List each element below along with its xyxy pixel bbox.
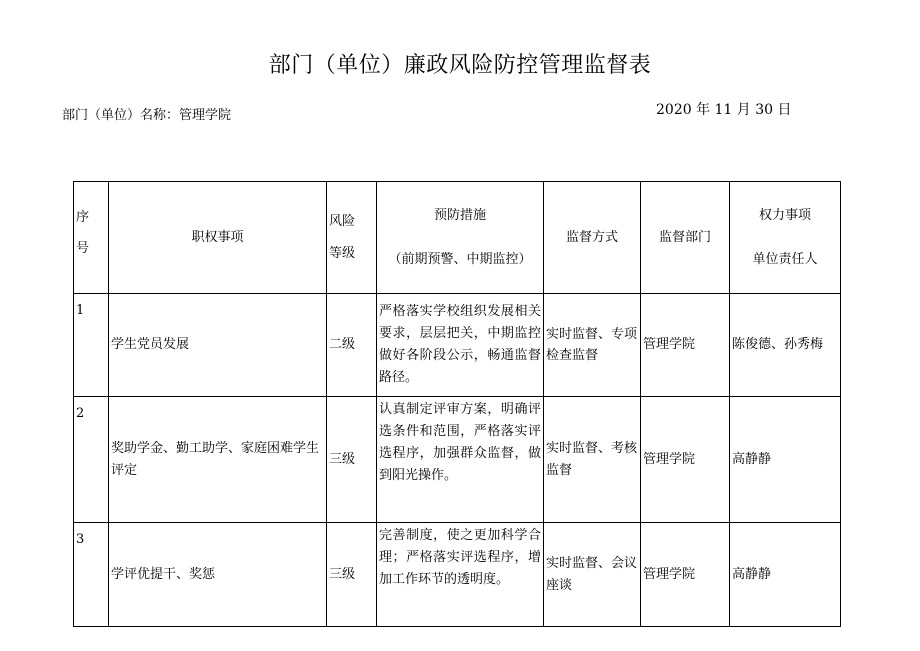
cell-method: 实时监督、专项检查监督 <box>544 294 641 397</box>
cell-dept: 管理学院 <box>641 523 730 627</box>
cell-measure: 认真制定评审方案，明确评选条件和范围，严格落实评选程序，加强群众监督，做到阳光操作。 <box>377 397 544 523</box>
header-owner-line1: 权力事项 <box>758 208 811 224</box>
header-measure <box>377 182 544 294</box>
header-owner <box>730 182 841 294</box>
unit-name-label: 部门（单位）名称：管理学院 <box>62 108 232 123</box>
header-method: 监督方式 <box>544 182 641 294</box>
header-risk-line1: 风险 <box>329 214 356 230</box>
cell-seq: 3 <box>74 523 109 627</box>
table-row <box>74 397 841 523</box>
table-row <box>74 294 841 397</box>
header-seq <box>74 182 109 294</box>
table-header-row <box>74 182 841 294</box>
cell-risk: 二级 <box>327 294 377 397</box>
table-row <box>74 523 841 627</box>
cell-dept: 管理学院 <box>641 294 730 397</box>
cell-dept: 管理学院 <box>641 397 730 523</box>
cell-owner: 高静静 <box>730 397 841 523</box>
header-dept: 监督部门 <box>641 182 730 294</box>
header-risk <box>327 182 377 294</box>
cell-item: 学生党员发展 <box>109 294 327 397</box>
cell-measure: 严格落实学校组织发展相关要求，层层把关，中期监控做好各阶段公示，畅通监督路径。 <box>377 294 544 397</box>
header-measure-line1: 预防措施 <box>433 208 486 224</box>
cell-item: 学评优提干、奖惩 <box>109 523 327 627</box>
cell-seq: 1 <box>74 294 109 397</box>
header-seq-line2: 号 <box>76 241 90 257</box>
document-date: 2020 年 11 月 30 日 <box>656 102 792 118</box>
cell-measure: 完善制度，使之更加科学合理；严格落实评选程序，增加工作环节的透明度。 <box>377 523 544 627</box>
cell-owner: 陈俊德、孙秀梅 <box>730 294 841 397</box>
document-title: 部门（单位）廉政风险防控管理监督表 <box>268 53 652 78</box>
header-item: 职权事项 <box>109 182 327 294</box>
header-risk-line2: 等级 <box>329 245 356 261</box>
header-measure-line2: （前期预警、中期监控） <box>388 251 532 267</box>
cell-seq: 2 <box>74 397 109 523</box>
cell-risk: 三级 <box>327 397 377 523</box>
cell-risk: 三级 <box>327 523 377 627</box>
cell-owner: 高静静 <box>730 523 841 627</box>
cell-method: 实时监督、考核监督 <box>544 397 641 523</box>
header-owner-line2: 单位责任人 <box>752 251 818 267</box>
cell-item: 奖助学金、勤工助学、家庭困难学生评定 <box>109 397 327 523</box>
cell-method: 实时监督、会议座谈 <box>544 523 641 627</box>
supervision-table <box>73 181 841 627</box>
header-seq-line1: 序 <box>76 210 90 225</box>
